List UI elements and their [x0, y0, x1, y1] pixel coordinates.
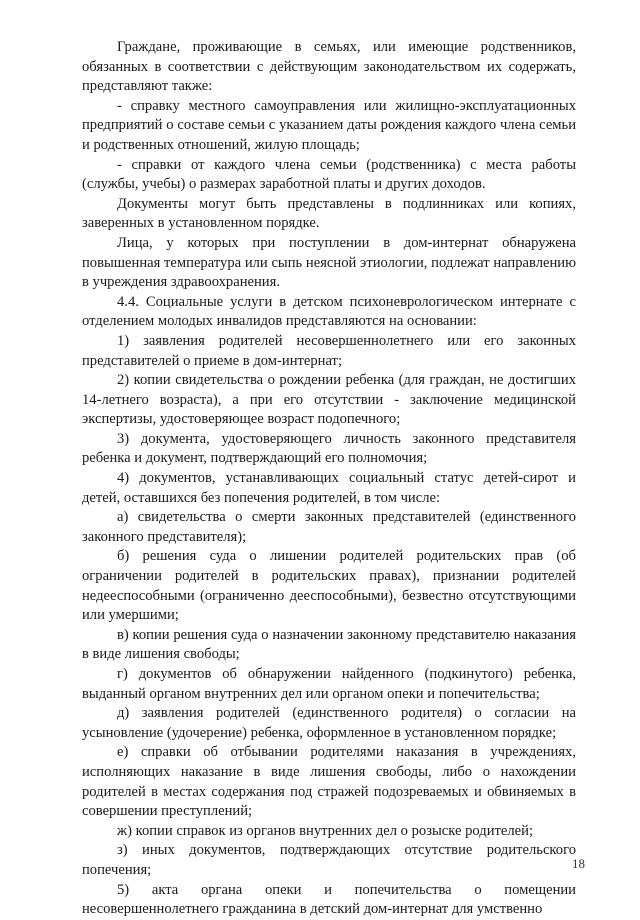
- paragraph: з) иных документов, подтверждающих отсутствие родительского попечения;: [82, 842, 576, 878]
- paragraph: 1) заявления родителей несовершеннолетнего или его законных представителей о приеме в дом-интернат;: [82, 332, 576, 369]
- paragraph: 4.4. Социальные услуги в детском психоневрологическом интернате с отделением молодых инвалидов представляются на основании:: [82, 293, 576, 330]
- paragraph: е) справки об отбывании родителями наказания в учреждениях, исполняющих наказание в виде лишения свободы, либо о нахождении родителей в местах содержания под стражей подозреваемых и обвиняемых в совершении преступлений;: [82, 744, 576, 820]
- paragraph: - справки от каждого члена семьи (родственника) с места работы (службы, учебы) о размерах заработной платы и других доходов.: [82, 156, 576, 193]
- paragraph: в) копии решения суда о назначении законному представителю наказания в виде лишения свободы;: [82, 626, 576, 663]
- paragraph: Лица, у которых при поступлении в дом-интернат обнаружена повышенная температура или сыпь неясной этиологии, подлежат направлению в учреждения здравоохранения.: [82, 234, 576, 291]
- paragraph: ж) копии справок из органов внутренних дел о розыске родителей;: [117, 822, 533, 839]
- paragraph: г) документов об обнаружении найденного (подкинутого) ребенка, выданный органом внутренних дел или органом опеки и попечительства;: [82, 666, 576, 702]
- document-body: [82, 38, 576, 920]
- paragraph: Граждане, проживающие в семьях, или имеющие родственников, обязанных в соответствии с действующим законодательством их содержать, представляют также:: [82, 39, 576, 95]
- paragraph: 3) документа, удостоверяющего личность законного представителя ребенка и документ, подтверждающий его полномочия;: [82, 430, 576, 467]
- paragraph: Документы могут быть представлены в подлинниках или копиях, заверенных в установленном порядке.: [82, 195, 576, 232]
- paragraph: - справку местного самоуправления или жилищно-эксплуатационных предприятий о составе семьи с указанием даты рождения каждого члена семьи и родственных отношений, жилую площадь;: [82, 97, 576, 153]
- page-number: 18: [572, 856, 585, 871]
- paragraph: д) заявления родителей (единственного родителя) о согласии на усыновление (удочерение) ребенка, оформленное в установленном порядке;: [82, 705, 576, 741]
- paragraph: а) свидетельства о смерти законных представителей (единственного законного представителя);: [82, 509, 576, 545]
- paragraph: 2) копии свидетельства о рождении ребенка (для граждан, не достигших 14-летнего возраста), а при его отсутствии - заключение медицинской экспертизы, удостоверяющее возраст подопечного;: [82, 372, 576, 428]
- paragraph: 4) документов, устанавливающих социальный статус детей-сирот и детей, оставшихся без попечения родителей, в том числе:: [82, 470, 576, 506]
- paragraph: б) решения суда о лишении родителей родительских прав (об ограничении родителей в родительских правах), признании родителей недееспособными (ограниченно дееспособными), безвестно отсутствующими или умершими;: [82, 548, 576, 624]
- paragraph: 5) акта органа опеки и попечительства о помещении несовершеннолетнего гражданина в детский дом-интернат для умственно: [82, 881, 576, 918]
